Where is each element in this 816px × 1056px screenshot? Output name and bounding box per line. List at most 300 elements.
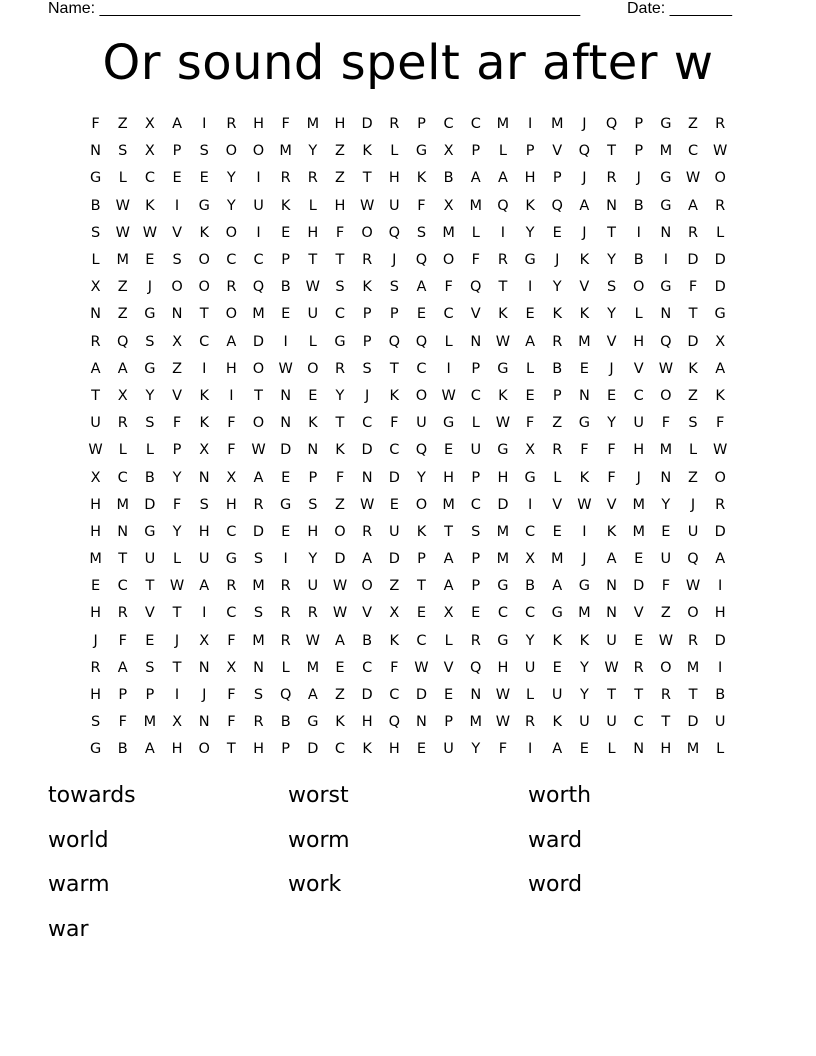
grid-letter: I [174, 197, 180, 214]
grid-letter: T [688, 306, 698, 323]
grid-letter: U [307, 306, 319, 323]
grid-letter: R [715, 197, 726, 214]
grid-letter: Z [688, 387, 698, 404]
grid-letter: Y [579, 687, 589, 704]
grid-letter: L [607, 741, 616, 758]
grid-letter: M [550, 116, 564, 133]
grid-letter: O [687, 605, 699, 622]
grid-letter: E [552, 224, 562, 241]
grid-letter: V [606, 333, 617, 350]
grid-letter: U [253, 197, 264, 214]
grid-letter: Z [335, 687, 345, 704]
grid-letter: E [281, 523, 291, 540]
grid-letter: Y [335, 387, 345, 404]
grid-letter: A [715, 551, 726, 568]
grid-letter: C [470, 387, 481, 404]
grid-letter: C [470, 116, 481, 133]
grid-letter: R [362, 252, 373, 269]
grid-letter: L [716, 741, 725, 758]
grid-letter: G [714, 306, 726, 323]
grid-letter: H [90, 496, 102, 513]
grid-letter: M [116, 252, 129, 269]
grid-letter: W [142, 224, 158, 241]
grid-letter: G [524, 469, 536, 486]
grid-letter: M [632, 496, 645, 513]
grid-letter: X [443, 143, 454, 160]
grid-letter: P [172, 143, 182, 160]
grid-letter: N [660, 224, 672, 241]
grid-letter: Y [607, 415, 616, 432]
grid-letter: U [660, 551, 672, 568]
grid-letter: D [687, 252, 699, 269]
grid-letter: T [335, 415, 345, 432]
grid-letter: J [392, 252, 397, 269]
grid-letter: G [415, 143, 428, 160]
grid-letter: N [660, 469, 672, 486]
grid-letter: M [442, 496, 455, 513]
grid-letter: K [579, 469, 590, 486]
grid-letter: S [90, 714, 101, 731]
grid-row [82, 682, 734, 709]
grid-letter: N [606, 197, 617, 214]
grid-letter: V [172, 224, 182, 241]
grid-letter: O [307, 360, 319, 377]
grid-letter: R [552, 333, 563, 350]
grid-letter: H [633, 442, 645, 459]
name-field-label: Name: ______________________________________________________ [48, 0, 581, 17]
grid-letter: S [145, 333, 155, 350]
grid-letter: P [525, 143, 535, 160]
grid-letter: E [416, 605, 427, 622]
grid-letter: T [688, 687, 698, 704]
grid-letter: P [471, 360, 481, 377]
grid-letter: E [552, 659, 562, 676]
grid-row [82, 492, 734, 519]
grid-letter: V [470, 306, 481, 323]
grid-letter: P [471, 143, 481, 160]
grid-letter: V [606, 496, 617, 513]
grid-letter: X [199, 442, 210, 459]
grid-letter: R [715, 116, 726, 133]
grid-letter: V [362, 605, 373, 622]
grid-letter: F [444, 279, 453, 296]
grid-letter: Y [525, 224, 535, 241]
grid-letter: L [308, 197, 317, 214]
grid-letter: I [446, 360, 451, 377]
grid-letter: O [415, 387, 428, 404]
grid-letter: K [389, 387, 400, 404]
grid-row [82, 464, 734, 491]
grid-letter: A [253, 469, 264, 486]
grid-letter: D [361, 116, 373, 133]
word-list-item: towards [48, 783, 136, 808]
grid-letter: W [115, 197, 130, 214]
grid-letter: W [278, 360, 293, 377]
grid-letter: Q [117, 333, 129, 350]
grid-letter: Y [172, 523, 182, 540]
grid-letter: R [226, 116, 237, 133]
grid-letter: H [714, 605, 726, 622]
grid-letter: Z [117, 116, 128, 133]
grid-letter: Q [279, 687, 292, 704]
grid-letter: K [715, 387, 725, 404]
grid-letter: F [716, 415, 725, 432]
date-field-label: Date: _______ [627, 0, 732, 17]
grid-letter: G [225, 551, 237, 568]
grid-letter: Q [388, 333, 400, 350]
grid-letter: M [496, 551, 510, 568]
grid-letter: U [198, 551, 210, 568]
grid-letter: F [661, 578, 671, 595]
grid-letter: U [551, 687, 563, 704]
grid-letter: S [199, 496, 209, 513]
grid-letter: E [471, 605, 481, 622]
grid-letter: I [582, 523, 587, 540]
grid-letter: D [252, 523, 265, 540]
grid-letter: R [715, 496, 726, 513]
grid-letter: M [686, 741, 700, 758]
grid-letter: W [88, 442, 103, 459]
grid-row [82, 628, 734, 655]
grid-letter: Q [252, 279, 265, 296]
grid-letter: Z [335, 496, 345, 513]
grid-letter: K [552, 714, 562, 731]
grid-letter: A [335, 632, 345, 649]
grid-letter: C [362, 415, 373, 432]
grid-letter: Z [389, 578, 400, 595]
grid-letter: A [497, 170, 508, 187]
grid-letter: Q [415, 442, 428, 459]
page-title: Or sound spelt ar after w [102, 35, 714, 91]
grid-letter: X [90, 279, 101, 296]
grid-letter: K [525, 197, 535, 214]
grid-letter: P [634, 116, 644, 133]
grid-letter: Q [551, 197, 563, 214]
grid-letter: I [718, 578, 723, 595]
grid-letter: R [497, 252, 508, 269]
grid-letter: D [361, 442, 373, 459]
grid-letter: C [253, 252, 264, 269]
grid-letter: A [117, 659, 128, 676]
grid-letter: D [714, 252, 726, 269]
grid-letter: A [552, 741, 563, 758]
grid-letter: E [145, 252, 155, 269]
grid-letter: H [90, 605, 102, 622]
grid-letter: E [281, 306, 291, 323]
grid-letter: E [281, 469, 291, 486]
grid-letter: O [361, 224, 373, 241]
grid-letter: P [471, 578, 481, 595]
grid-letter: G [89, 170, 102, 187]
word-search-grid [82, 111, 734, 764]
grid-letter: S [688, 415, 698, 432]
grid-letter: Y [471, 741, 481, 758]
grid-letter: B [362, 632, 373, 649]
grid-letter: F [227, 714, 236, 731]
grid-letter: H [660, 741, 672, 758]
grid-letter: K [335, 714, 345, 731]
grid-letter: S [308, 496, 318, 513]
grid-letter: T [172, 605, 182, 622]
grid-letter: R [226, 279, 237, 296]
grid-letter: D [633, 578, 645, 595]
grid-letter: G [144, 306, 156, 323]
grid-letter: T [308, 252, 318, 269]
grid-letter: B [552, 360, 563, 377]
grid-letter: Z [335, 143, 345, 160]
grid-letter: M [578, 333, 591, 350]
grid-letter: F [688, 279, 698, 296]
grid-letter: G [497, 442, 509, 459]
grid-letter: N [280, 415, 292, 432]
grid-letter: K [389, 632, 400, 649]
grid-letter: L [281, 659, 290, 676]
grid-letter: G [442, 415, 455, 432]
grid-letter: U [470, 442, 482, 459]
grid-letter: L [444, 333, 453, 350]
grid-letter: U [633, 415, 645, 432]
grid-letter: L [526, 687, 535, 704]
grid-letter: E [90, 578, 101, 595]
grid-letter: C [334, 306, 346, 323]
grid-letter: I [283, 333, 288, 350]
grid-letter: H [334, 197, 346, 214]
grid-letter: Y [226, 197, 236, 214]
grid-letter: N [578, 387, 590, 404]
grid-letter: O [225, 224, 238, 241]
grid-letter: B [117, 741, 128, 758]
grid-letter: K [308, 415, 318, 432]
grid-letter: K [362, 741, 372, 758]
grid-letter: P [444, 714, 453, 731]
grid-letter: V [552, 496, 563, 513]
grid-letter: G [334, 333, 346, 350]
grid-letter: T [199, 306, 209, 323]
grid-letter: Q [388, 714, 400, 731]
grid-letter: M [279, 143, 292, 160]
grid-letter: M [306, 659, 320, 676]
grid-letter: Z [552, 415, 563, 432]
grid-letter: T [607, 143, 616, 160]
grid-letter: E [335, 659, 345, 676]
grid-letter: S [90, 224, 101, 241]
grid-letter: H [497, 469, 509, 486]
grid-letter: K [280, 197, 291, 214]
grid-letter: A [144, 741, 155, 758]
grid-letter: A [117, 360, 128, 377]
grid-letter: D [415, 687, 428, 704]
grid-row [82, 519, 734, 546]
grid-letter: G [497, 360, 509, 377]
grid-letter: M [89, 551, 102, 568]
grid-letter: R [606, 170, 617, 187]
grid-letter: E [308, 387, 318, 404]
grid-letter: O [198, 741, 210, 758]
word-list-item: war [48, 916, 89, 942]
grid-letter: V [633, 605, 644, 622]
grid-letter: C [443, 116, 454, 133]
grid-letter: E [606, 387, 617, 404]
grid-letter: S [253, 605, 264, 622]
grid-letter: K [362, 143, 372, 160]
grid-letter: N [90, 306, 101, 323]
grid-letter: Y [525, 632, 535, 649]
grid-letter: E [172, 170, 182, 187]
grid-letter: F [227, 442, 236, 459]
grid-letter: R [525, 714, 536, 731]
grid-letter: C [117, 469, 128, 486]
grid-letter: I [256, 170, 261, 187]
grid-letter: T [335, 252, 345, 269]
grid-letter: B [715, 687, 726, 704]
grid-letter: E [552, 523, 562, 540]
grid-letter: X [144, 143, 155, 160]
grid-letter: N [198, 659, 210, 676]
grid-letter: Z [688, 116, 698, 133]
grid-letter: R [362, 523, 373, 540]
grid-letter: J [582, 551, 587, 568]
grid-letter: R [280, 170, 291, 187]
grid-letter: T [226, 741, 236, 758]
grid-letter: X [443, 605, 454, 622]
grid-letter: G [578, 415, 591, 432]
grid-letter: G [660, 170, 672, 187]
grid-letter: P [634, 143, 644, 160]
grid-letter: I [229, 387, 234, 404]
grid-letter: A [715, 360, 726, 377]
grid-letter: O [632, 279, 645, 296]
grid-letter: H [253, 741, 264, 758]
grid-letter: A [552, 578, 563, 595]
grid-letter: S [253, 687, 264, 704]
grid-letter: M [659, 442, 673, 459]
grid-letter: D [388, 469, 400, 486]
grid-letter: P [362, 333, 372, 350]
word-list-item: work [288, 872, 342, 897]
grid-letter: W [169, 578, 185, 595]
grid-letter: W [658, 632, 674, 649]
grid-letter: A [90, 360, 101, 377]
grid-letter: R [90, 333, 101, 350]
grid-letter: P [308, 469, 318, 486]
grid-letter: C [497, 605, 508, 622]
grid-letter: Q [497, 197, 509, 214]
grid-letter: F [335, 224, 345, 241]
grid-letter: H [307, 523, 319, 540]
grid-letter: M [116, 496, 129, 513]
grid-letter: T [444, 523, 454, 540]
grid-letter: Q [388, 224, 400, 241]
grid-letter: Z [688, 469, 698, 486]
grid-letter: B [280, 279, 291, 296]
grid-letter: B [90, 197, 101, 214]
grid-letter: E [389, 496, 399, 513]
grid-letter: J [202, 687, 207, 704]
grid-letter: N [361, 469, 373, 486]
grid-letter: K [416, 170, 427, 187]
grid-letter: V [552, 143, 563, 160]
grid-letter: J [582, 116, 587, 133]
grid-letter: W [115, 224, 130, 241]
grid-letter: R [253, 714, 264, 731]
grid-letter: P [389, 306, 399, 323]
grid-letter: A [525, 333, 536, 350]
grid-letter: Y [226, 170, 236, 187]
grid-letter: D [252, 333, 265, 350]
grid-letter: K [145, 197, 155, 214]
grid-letter: F [390, 415, 399, 432]
grid-letter: H [388, 170, 400, 187]
grid-row [82, 573, 734, 600]
grid-letter: E [661, 523, 671, 540]
grid-letter: F [172, 415, 182, 432]
grid-letter: W [685, 578, 701, 595]
grid-letter: I [202, 116, 207, 133]
grid-row [82, 274, 734, 301]
grid-letter: O [660, 659, 672, 676]
grid-letter: O [252, 415, 265, 432]
grid-row [82, 383, 734, 410]
grid-letter: I [527, 116, 533, 133]
grid-letter: V [172, 387, 182, 404]
grid-letter: I [202, 360, 207, 377]
grid-letter: V [443, 659, 454, 676]
grid-letter: E [416, 741, 427, 758]
grid-letter: L [91, 252, 100, 269]
grid-letter: K [579, 252, 590, 269]
grid-letter: J [582, 170, 587, 187]
grid-letter: S [145, 659, 155, 676]
grid-letter: O [225, 143, 238, 160]
grid-row [82, 165, 734, 192]
grid-letter: X [389, 605, 400, 622]
grid-letter: W [577, 496, 592, 513]
grid-letter: S [471, 523, 481, 540]
grid-letter: D [144, 496, 156, 513]
grid-letter: M [252, 632, 265, 649]
grid-letter: W [359, 496, 375, 513]
grid-letter: T [362, 170, 372, 187]
grid-letter: H [443, 469, 455, 486]
grid-row [82, 138, 734, 165]
grid-letter: F [281, 116, 290, 133]
grid-letter: T [172, 659, 182, 676]
grid-letter: X [226, 659, 237, 676]
grid-letter: N [117, 523, 129, 540]
grid-letter: X [172, 333, 183, 350]
grid-letter: T [91, 387, 100, 404]
grid-letter: T [254, 387, 263, 404]
grid-letter: L [118, 442, 127, 459]
grid-letter: X [715, 333, 726, 350]
grid-letter: P [417, 551, 426, 568]
grid-letter: S [416, 224, 427, 241]
grid-letter: R [280, 578, 291, 595]
grid-letter: P [417, 116, 426, 133]
grid-letter: J [636, 469, 641, 486]
grid-row [82, 220, 734, 247]
grid-letter: Y [607, 306, 616, 323]
grid-letter: F [607, 442, 616, 459]
grid-letter: R [253, 496, 264, 513]
grid-letter: X [199, 632, 210, 649]
grid-letter: X [144, 116, 155, 133]
grid-letter: D [361, 687, 373, 704]
grid-row [82, 410, 734, 437]
grid-letter: W [359, 197, 375, 214]
grid-letter: Q [470, 659, 482, 676]
grid-letter: U [606, 632, 617, 649]
